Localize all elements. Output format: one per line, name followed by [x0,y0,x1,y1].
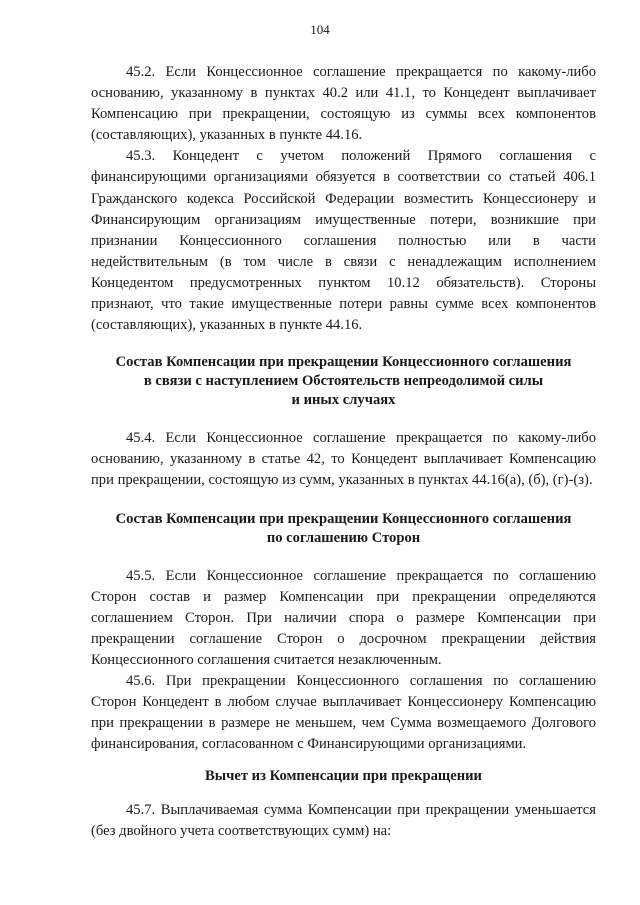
heading-line: и иных случаях [291,392,396,409]
heading-line: по соглашению Сторон [266,529,421,546]
paragraph-45-7: 45.7. Выплачиваемая сумма Компенсации при прекращении уменьшается (без двойного учета соответствующих сумм) на: [91,802,596,840]
page-number: 104 [310,22,330,37]
paragraph-45-2: 45.2. Если Концессионное соглашение прекращается по какому-либо основанию, указанному в пунктах 40.2 или 41.1, то Концедент выплачивает Компенсацию при прекращении, состоящую из суммы всех компонентов (составляющих), указанных в пункте 44.16. [91,64,596,144]
document-body [91,62,596,843]
section-heading-deduction [91,767,596,786]
paragraph-45-6: 45.6. При прекращении Концессионного соглашения по соглашению Сторон Концедент в любом случае выплачивает Концессионеру Компенсацию при прекращении в размере не меньшем, чем Сумма возмещаемого Долгового финансирования, согласованном с Финансирующими организациями. [91,672,596,753]
section-heading-force-majeure [91,353,596,410]
heading-line: Состав Компенсации при прекращении Концессионного соглашения [115,510,572,527]
heading-line: Вычет из Компенсации при прекращении [205,768,482,785]
paragraph-45-4: 45.4. Если Концессионное соглашение прекращается по какому-либо основанию, указанному в статье 42, то Концедент выплачивает Компенсацию при прекращении, состоящую из сумм, указанных в пунктах 44.16(а), (б), (г)-(з). [91,430,596,489]
heading-line: Состав Компенсации при прекращении Концессионного соглашения [115,354,572,371]
paragraph-45-5: 45.5. Если Концессионное соглашение прекращается по соглашению Сторон состав и размер Компенсации при прекращении определяются соглашением Сторон. При наличии спора о размере Компенсации при прекращении соглашение Сторон о досрочном прекращении действия Концессионного соглашения считается незаключенным. [91,567,596,668]
heading-line: в связи с наступлением Обстоятельств непреодолимой силы [143,373,544,390]
section-heading-mutual-agreement [91,510,596,548]
paragraph-45-3: 45.3. Концедент с учетом положений Прямого соглашения с финансирующими организациями обязуется в соответствии со статьей 406.1 Гражданского кодекса Российской Федерации возместить Концессионеру и Финансирующим организациям имущественные потери, возникшие при признании Концессионного соглашения полностью или в части недействительным (в том числе в связи с ненадлежащим исполнением Концедентом предусмотренных пунктом 10.12 обязательств). Стороны признают, что такие имущественные потери равны сумме всех компонентов (составляющих), указанных в пункте 44.16. [91,148,596,334]
